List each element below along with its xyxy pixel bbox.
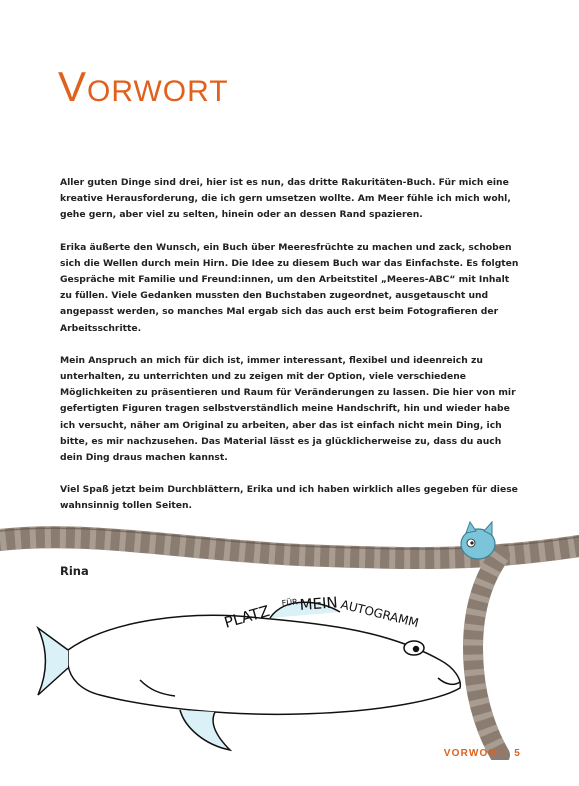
rope-and-fish-illustration bbox=[0, 500, 579, 760]
ceramic-figure-image bbox=[461, 522, 495, 559]
title-rest: ORWORT bbox=[87, 75, 229, 108]
signature: Rina bbox=[60, 563, 89, 578]
paragraph-3: Mein Anspruch an mich für dich ist, immer interessant, flexibel und ideenreich zu unterhalten, zu unterrichten und zu zeigen mit der Option, viele verschiedene Möglichkeiten zu präsentieren und Raum für Veränderungen zu lassen. Die hier von mir gefertigten Figuren tragen selbstverständlich meine Handschrift, hin und wieder habe ich versucht, näher am Original zu arbeiten, aber das ist einfach nicht mein Ding, ich bitte, es mir nachzusehen. Das Material lässt es ja glücklicherweise zu, dass du auch dein Ding draus machen kannst. bbox=[60, 354, 516, 464]
greeting: Herzlichst bbox=[60, 532, 112, 544]
fish-caption-platz: PLATZ bbox=[222, 601, 272, 632]
paragraph-4: Viel Spaß jetzt beim Durchblättern, Erika und ich haben wirklich alles gegeben für diese wahnsinnig tollen Seiten. bbox=[60, 484, 518, 512]
page-number: 5 bbox=[514, 748, 521, 759]
fish-caption-autogramm: AUTOGRAMM bbox=[339, 597, 421, 631]
fish-caption-mein: MEIN bbox=[299, 593, 339, 614]
title-initial: V bbox=[58, 63, 88, 110]
page-footer bbox=[444, 748, 521, 759]
page-title bbox=[58, 63, 229, 110]
paragraph-1: Aller guten Dinge sind drei, hier ist es nun, das dritte Rakuritäten-Buch. Für mich eine kreative Herausforderung, die ich gern umsetzen wollte. Am Meer fühle ich mich wohl, gehe gern, aber viel zu selten, hinein oder an dessen Rand spazieren. bbox=[60, 177, 511, 221]
fish-caption-fuer: FÜR bbox=[281, 597, 299, 608]
footer-section: VORWORT bbox=[443, 748, 505, 759]
paragraph-2: Erika äußerte den Wunsch, ein Buch über Meeresfrüchte zu machen und zack, schoben sich die Wellen durch mein Hirn. Die Idee zu diesem Buch war das Einfachste. Es folgten Gespräche mit Familie und Freund:innen, um den Arbeitstitel „Meeres-ABC“ mit Inhalt zu füllen. Viele Gedanken mussten den Buchstaben zugeordnet, ausgetauscht und angepasst werden, so manches Mal ergab sich das auch erst beim Fotografieren der Arbeitsschritte. bbox=[60, 241, 519, 334]
